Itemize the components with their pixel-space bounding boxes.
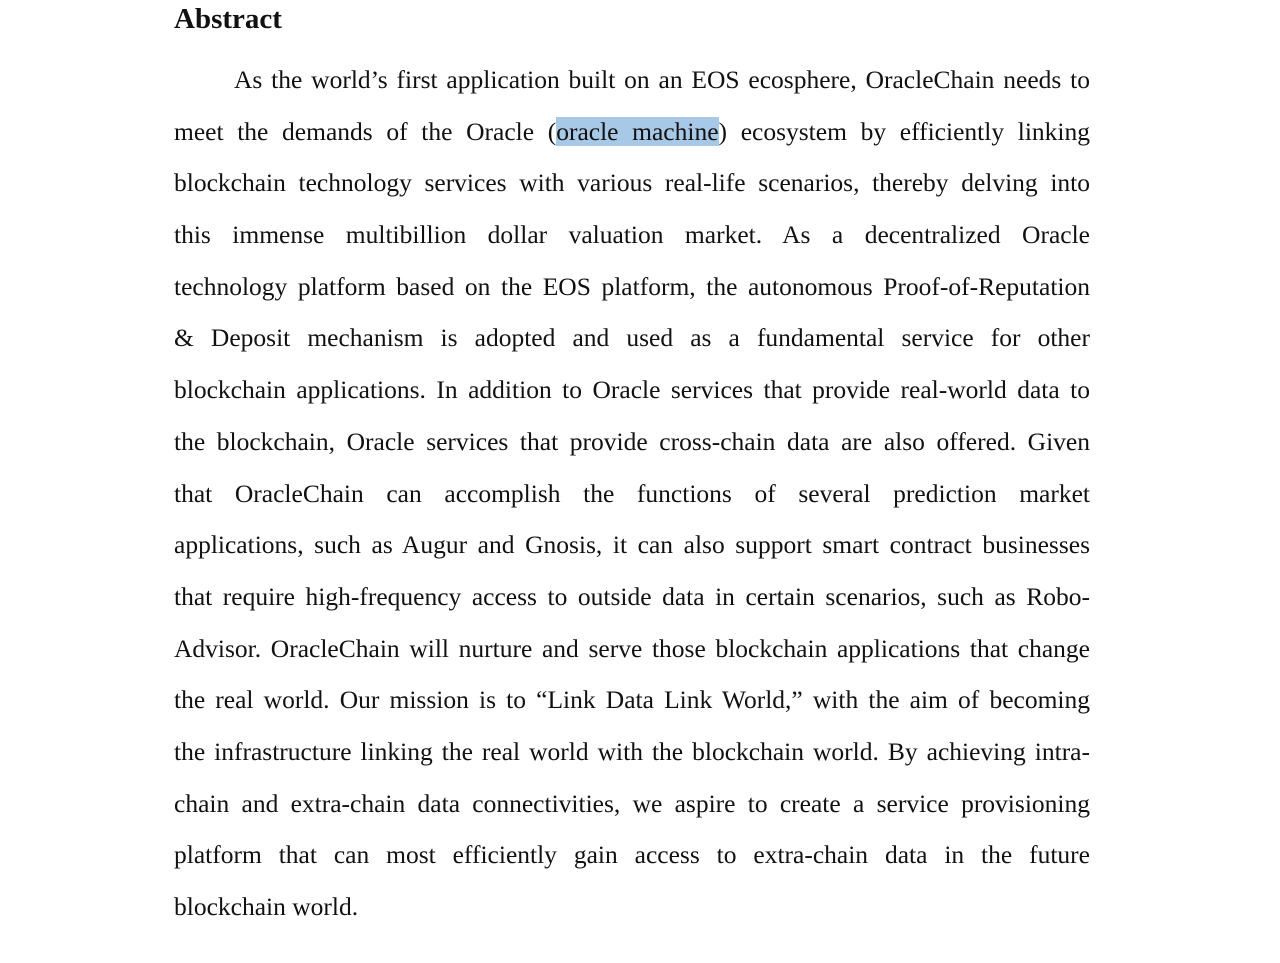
text-line-7: blockchain applications. In addition to Oracle services that provide real-world data to bbox=[174, 375, 1090, 405]
text-line-17: blockchain world. bbox=[174, 892, 359, 921]
text-line-15: chain and extra-chain data connectivities, we aspire to create a service provisioning bbox=[174, 788, 1090, 818]
text-fragment-after-selection: ) ecosystem by efficiently linking bbox=[718, 116, 1090, 146]
text-line-1: As the world’s first application built on an EOS ecosphere, OracleChain needs to bbox=[234, 65, 1090, 94]
text-line-9: that OracleChain can accomplish the functions of several prediction market bbox=[174, 478, 1090, 508]
text-line-6: & Deposit mechanism is adopted and used as a fundamental service for other bbox=[174, 323, 1090, 353]
text-line-4: this immense multibillion dollar valuation market. As a decentralized Oracle bbox=[174, 220, 1090, 250]
text-line-16: platform that can most efficiently gain access to extra-chain data in the future bbox=[174, 840, 1090, 870]
selected-text[interactable]: oracle machine bbox=[556, 116, 719, 146]
text-line-5: technology platform based on the EOS platform, the autonomous Proof-of-Reputation bbox=[174, 271, 1090, 301]
text-line-10: applications, such as Augur and Gnosis, it can also support smart contract businesses bbox=[174, 530, 1090, 560]
text-line-2 bbox=[174, 110, 1090, 162]
text-line-12: Advisor. OracleChain will nurture and serve those blockchain applications that change bbox=[174, 633, 1090, 663]
text-line-13: the real world. Our mission is to “Link Data Link World,” with the aim of becoming bbox=[174, 685, 1090, 715]
text-line-11: that require high-frequency access to outside data in certain scenarios, such as Robo- bbox=[174, 581, 1090, 611]
text-line-14: the infrastructure linking the real world with the blockchain world. By achieving intra- bbox=[174, 736, 1090, 766]
text-line-8: the blockchain, Oracle services that provide cross-chain data are also offered. Given bbox=[174, 426, 1090, 456]
section-heading: Abstract bbox=[174, 3, 282, 35]
text-line-3: blockchain technology services with various real-life scenarios, thereby delving into bbox=[174, 168, 1090, 198]
text-fragment-before-selection: meet the demands of the Oracle ( bbox=[174, 116, 557, 146]
abstract-paragraph[interactable] bbox=[174, 58, 1090, 937]
